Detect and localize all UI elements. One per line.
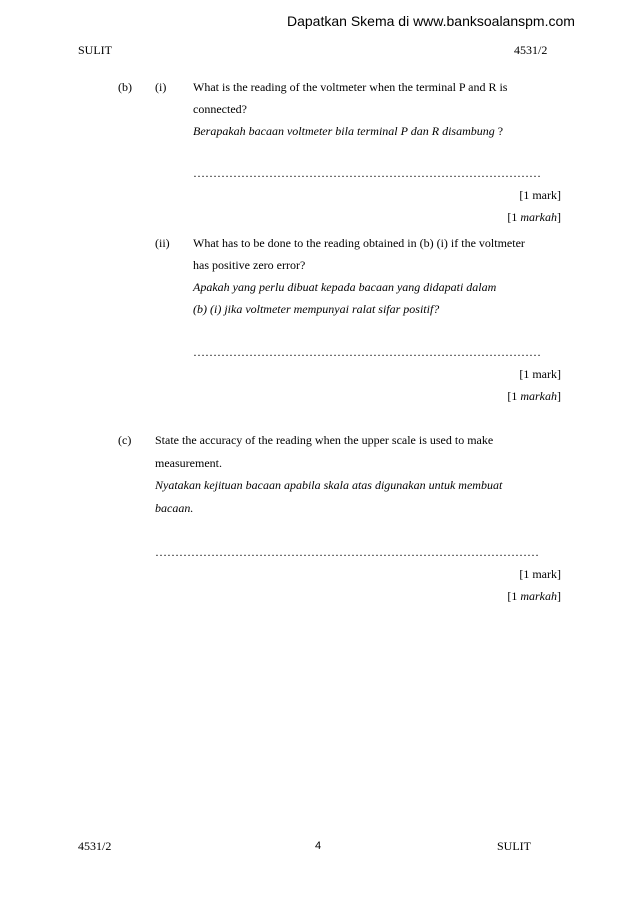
question-c-label: (c) (118, 433, 132, 447)
mark-b-ii: [1 mark] (519, 367, 561, 381)
footer-sulit: SULIT (497, 839, 531, 853)
question-b-i-text-line2: connected? (193, 102, 247, 116)
markah-b-ii (507, 389, 561, 404)
footer-paper-code: 4531/2 (78, 839, 112, 853)
question-b-ii-text-line1: What has to be done to the reading obtained in (b) (i) if the voltmeter (193, 236, 525, 250)
markah-b-i-word: markah (520, 210, 557, 224)
question-b-i-text-line1: What is the reading of the voltmeter when the terminal P and R is (193, 80, 508, 94)
markah-b-ii-open: [1 (507, 389, 521, 403)
markah-b-i-close: ] (557, 210, 561, 224)
question-c-text-line1: State the accuracy of the reading when the upper scale is used to make (155, 433, 494, 447)
markah-b-i-open: [1 (507, 210, 521, 224)
question-b-label: (b) (118, 80, 132, 94)
markah-b-ii-close: ] (557, 389, 561, 403)
question-b-i-malay-italic: Berapakah bacaan voltmeter bila terminal P dan R disambung (193, 124, 495, 138)
answer-line-b-ii[interactable]: …………………………………………………………………………… (193, 345, 541, 359)
mark-c: [1 mark] (519, 567, 561, 581)
mark-b-i: [1 mark] (519, 188, 561, 202)
question-c-text-line2: measurement. (155, 456, 222, 470)
question-c-malay-line1: Nyatakan kejituan bacaan apabila skala atas digunakan untuk membuat (155, 478, 503, 492)
watermark-text: Dapatkan Skema di www.banksoalanspm.com (287, 13, 575, 29)
question-b-ii-text-line2: has positive zero error? (193, 258, 306, 272)
question-b-i-label: (i) (155, 80, 167, 94)
markah-b-ii-word: markah (520, 389, 557, 403)
markah-c-close: ] (557, 589, 561, 603)
question-b-i-malay-text (193, 124, 503, 139)
page-number: 4 (315, 840, 322, 852)
question-b-ii-label: (ii) (155, 236, 170, 250)
question-b-i-malay-qmark: ? (494, 124, 504, 138)
answer-line-c[interactable]: …………………………………………………………………………………… (155, 545, 539, 559)
markah-b-i (507, 210, 561, 225)
markah-c-open: [1 (507, 589, 521, 603)
question-b-ii-malay-line1: Apakah yang perlu dibuat kepada bacaan yang didapati dalam (193, 280, 497, 294)
question-c-malay-line2: bacaan. (155, 501, 194, 515)
markah-c (507, 589, 561, 604)
header-paper-code: 4531/2 (514, 43, 548, 57)
question-b-ii-malay-line2: (b) (i) jika voltmeter mempunyai ralat sifar positif? (193, 302, 440, 316)
header-sulit: SULIT (78, 43, 112, 57)
answer-line-b-i[interactable]: …………………………………………………………………………… (193, 166, 541, 180)
markah-c-word: markah (520, 589, 557, 603)
